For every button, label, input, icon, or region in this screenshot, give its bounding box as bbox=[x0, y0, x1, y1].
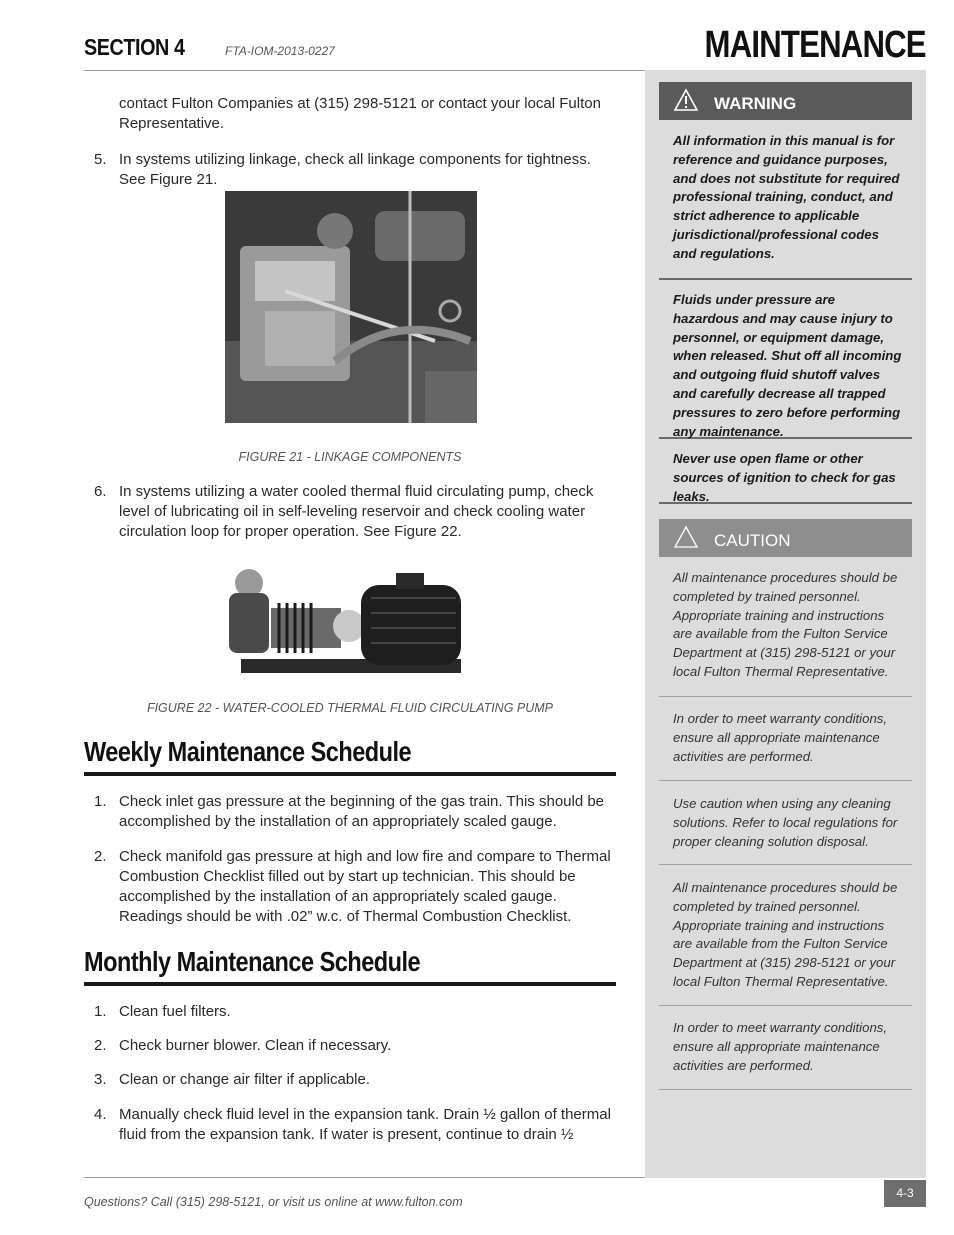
figure-22-pump-photo bbox=[221, 563, 479, 683]
safety-sidebar bbox=[645, 70, 926, 1178]
caution-label: CAUTION bbox=[714, 531, 791, 550]
list-text: Check burner blower. Clean if necessary. bbox=[119, 1037, 392, 1054]
section-label: SECTION 4 bbox=[84, 34, 185, 60]
list-text: In systems utilizing linkage, check all linkage components for tightness. See Figure 21. bbox=[119, 151, 591, 188]
footer-divider bbox=[84, 1177, 645, 1178]
list-text: Check manifold gas pressure at high and low fire and compare to Thermal Combustion Checklist filled out by start up technician. This should be accomplished by the installation of an appropriately scaled gauge. Readings should be with .02” w.c. of Thermal Combustion Checklist. bbox=[119, 848, 611, 925]
list-text: Clean or change air filter if applicable. bbox=[119, 1071, 370, 1088]
warning-header bbox=[659, 82, 912, 120]
list-text: Clean fuel filters. bbox=[119, 1003, 231, 1020]
list-number: 6. bbox=[94, 483, 107, 500]
warning-note: Fluids under pressure are hazardous and may cause injury to personnel, or equipment damage, when released. Shut off all incoming and outgoing fluid shutoff valves and carefully decrease all trapped pressures to zero before performing any maintenance. bbox=[659, 291, 912, 439]
figure-21-caption: FIGURE 21 - LINKAGE COMPONENTS bbox=[238, 450, 462, 464]
figure-22-caption: FIGURE 22 - WATER-COOLED THERMAL FLUID CIRCULATING PUMP bbox=[146, 701, 554, 715]
caution-note: In order to meet warranty conditions, ensure all appropriate maintenance activities are performed. bbox=[659, 710, 912, 781]
page-header bbox=[84, 24, 926, 71]
page-title: MAINTENANCE bbox=[704, 24, 926, 66]
caution-triangle-icon bbox=[673, 525, 699, 549]
caution-note: In order to meet warranty conditions, ensure all appropriate maintenance activities are performed. bbox=[659, 1019, 912, 1090]
list-text: Manually check fluid level in the expansion tank. Drain ½ gallon of thermal fluid from the expansion tank. If water is present, continue to drain ½ bbox=[119, 1106, 611, 1143]
list-number: 2. bbox=[94, 1037, 107, 1054]
list-text: Check inlet gas pressure at the beginning of the gas train. This should be accomplished by the installation of an appropriately scaled gauge. bbox=[119, 793, 605, 830]
list-text: In systems utilizing a water cooled thermal fluid circulating pump, check level of lubricating oil in self-leveling reservoir and check cooling water circulation loop for proper operation. See Figure 22. bbox=[119, 483, 594, 540]
caution-note: All maintenance procedures should be completed by trained personnel. Appropriate training and instructions are available from the Fulton Service Department at (315) 298-5121 or your local Fulton Thermal Representative. bbox=[659, 879, 912, 1006]
warning-triangle-icon bbox=[673, 88, 699, 112]
list-number: 4. bbox=[94, 1106, 107, 1123]
footer-contact: Questions? Call (315) 298-5121, or visit us online at www.fulton.com bbox=[84, 1195, 463, 1209]
list-number: 2. bbox=[94, 848, 107, 865]
warning-note: Never use open flame or other sources of ignition to check for gas leaks. bbox=[659, 450, 912, 504]
figure-21-linkage-photo bbox=[225, 191, 477, 423]
caution-note: All maintenance procedures should be completed by trained personnel. Appropriate training and instructions are available from the Fulton Service Department at (315) 298-5121 or your local Fulton Thermal Representative. bbox=[659, 569, 912, 697]
list-number: 1. bbox=[94, 1003, 107, 1020]
warning-label: WARNING bbox=[714, 94, 797, 113]
monthly-heading: Monthly Maintenance Schedule bbox=[84, 946, 616, 986]
weekly-heading: Weekly Maintenance Schedule bbox=[84, 736, 616, 776]
caution-note: Use caution when using any cleaning solutions. Refer to local regulations for proper cleaning solution disposal. bbox=[659, 795, 912, 865]
warning-note: All information in this manual is for reference and guidance purposes, and does not substitute for required professional training, conduct, and strict adherence to applicable jurisdictional/professional codes and regulations. bbox=[659, 132, 912, 280]
document-code: FTA-IOM-2013-0227 bbox=[225, 44, 335, 58]
list-number: 3. bbox=[94, 1071, 107, 1088]
list-number: 5. bbox=[94, 151, 107, 168]
list-number: 1. bbox=[94, 793, 107, 810]
page-number: 4-3 bbox=[884, 1180, 926, 1207]
caution-header bbox=[659, 519, 912, 557]
